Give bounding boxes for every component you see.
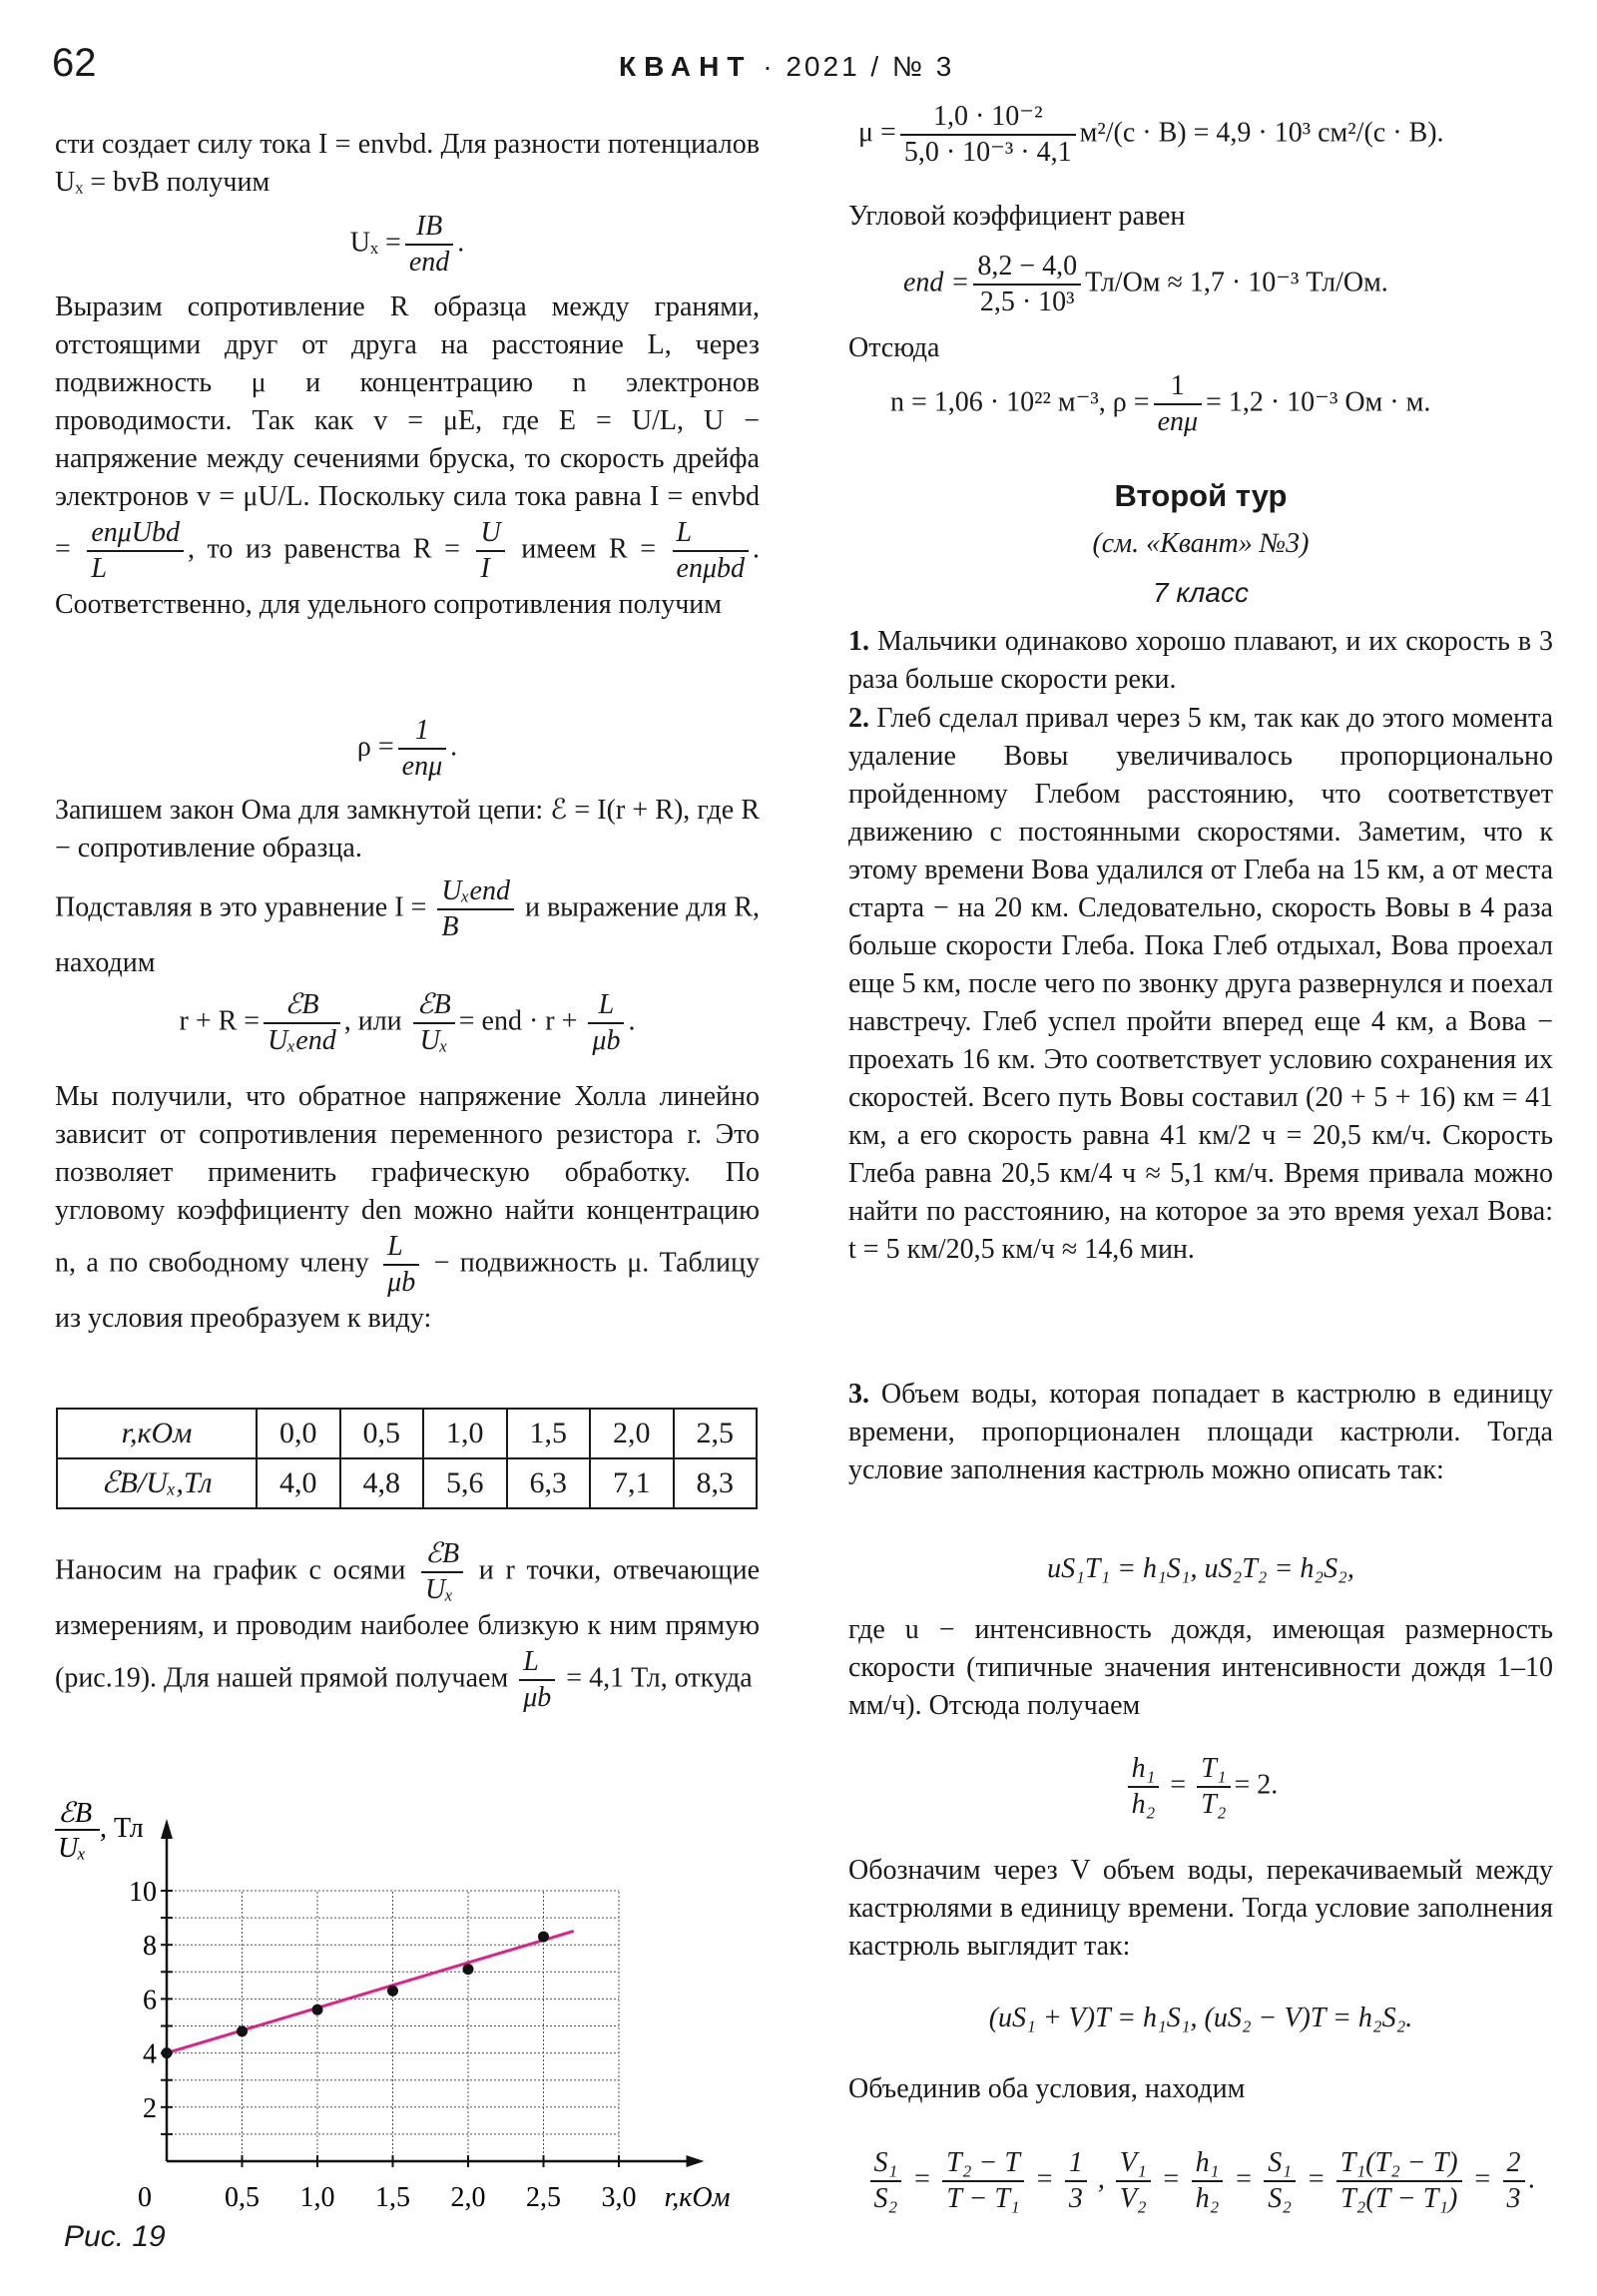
text: Мальчики одинаково хорошо плавают, и их скорость в 3 раза больше скорости реки.	[848, 626, 1554, 695]
numerator: V₁	[1116, 2146, 1151, 2182]
data-table	[56, 1408, 758, 1509]
numerator: ℰB	[264, 988, 340, 1024]
numerator: L	[588, 988, 624, 1024]
table-cell: 4,8	[340, 1458, 424, 1508]
formula-text: n = 1,06 · 10²² м⁻³, ρ =	[890, 386, 1150, 418]
numerator: L	[383, 1230, 419, 1266]
denominator: V₂	[1119, 2183, 1147, 2214]
table-cell: 2,5	[674, 1409, 758, 1458]
row-header: r,кОм	[57, 1409, 257, 1458]
text: Глеб сделал привал через 5 км, так как до этого момента удаление Вовы увеличивалось пропорционально пройденному Глебом расстоянию, что соответствует движению с постоянными скоростями. Заметим, что к этому времени Вова удалился от Глеба на 15 км, а от места старта − на 20 км. Следовательно, скорость Вовы в 4 раза больше скорости Глеба. Пока Глеб отдыхал, Вова проехал еще 5 км, после чего по звонку друга развернулся и поехал навстречу. Глеб успел пройти вперед еще 4 км, а Вова − проехать 16 км. Это соответствует условию сохранения их скоростей. Всего путь Вовы составил (20 + 5 + 16) км = 41 км, а его скорость равна 41 км/2 ч = 20,5 км/ч. Скорость Глеба равна 20,5 км/4 ч ≈ 5,1 км/ч. Время привала можно найти по расстоянию, на которое за это время уехал Вова: t = 5 км/20,5 км/ч ≈ 14,6 мин.	[848, 703, 1554, 1265]
denominator: μb	[592, 1025, 621, 1056]
text: имеем R =	[521, 533, 657, 565]
formula-pump: (uS₁ + V)T = h₁S₁, (uS₂ − V)T = h₂S₂.	[988, 2003, 1413, 2033]
problem-number: 3.	[848, 1379, 869, 1410]
formula-slope	[848, 250, 1597, 319]
problem-number: 1.	[848, 626, 869, 657]
denominator: 3	[1506, 2183, 1521, 2214]
x-tick-label: 2,5	[526, 2182, 561, 2213]
text: . Соответственно, для удельного сопротивления получим	[55, 533, 761, 620]
fraction	[870, 2146, 902, 2216]
x-axis-arrow-icon	[687, 2155, 705, 2167]
fraction	[1192, 2146, 1224, 2216]
numerator: L	[519, 1645, 555, 1681]
formula-text: .	[457, 227, 465, 259]
denominator: end	[408, 247, 450, 278]
page-number: 62	[52, 41, 97, 85]
formula-ratio: $\frac{\text{h₁}}{\text{h₂}}$ = $\frac{\text{T₁}}{\text{T₂}}$ = 2.	[848, 1752, 1553, 1822]
fraction	[1336, 2146, 1462, 2216]
numerator: ℰB	[413, 988, 455, 1024]
formula-text: end =	[903, 267, 970, 298]
denominator: S₂	[1268, 2183, 1292, 2214]
numerator: S₁	[1264, 2146, 1296, 2182]
denominator: T₂	[1201, 1789, 1227, 1820]
text: Наносим на график с осями	[55, 1554, 406, 1586]
denominator: Uₓ	[425, 1574, 454, 1605]
formula-text: Uₓ =	[349, 227, 401, 259]
numerator: h₁	[1192, 2146, 1224, 2182]
y-axis-arrow-icon	[161, 1819, 173, 1839]
formula-text: .	[450, 731, 458, 763]
problem-1	[848, 623, 1553, 699]
table-cell: 5,6	[423, 1458, 507, 1508]
formula-text: = 2.	[1234, 1769, 1279, 1801]
table-cell: 2,0	[590, 1409, 674, 1458]
paragraph	[55, 874, 760, 982]
fraction	[1116, 2146, 1151, 2216]
formula-text: = 1,2 · 10⁻³ Ом · м.	[1206, 386, 1431, 418]
fit-line	[167, 1931, 574, 2052]
paragraph-resistance	[55, 288, 760, 624]
denominator: T₂(T − T₁)	[1340, 2183, 1458, 2214]
problem-3	[848, 1376, 1553, 1489]
formula-text: μ =	[858, 117, 896, 149]
numerator: 1,0 · 10⁻²	[900, 100, 1076, 136]
numerator: 1	[1154, 369, 1202, 405]
fraction	[1065, 2146, 1087, 2216]
x-tick-label: 2,0	[450, 2182, 486, 2213]
y-tick-label: 6	[143, 1985, 157, 2016]
text: Мы получили, что обратное напряжение Холла линейно зависит от сопротивления переменного резистора r. Это позволяет применить графическую обработку. По угловому коэффициенту den можно найти концентрацию n, а по свободному члену	[55, 1081, 760, 1279]
data-point	[463, 1964, 474, 1975]
x-tick-label: 0	[138, 2182, 152, 2213]
paragraph: Угловой коэффициент равен	[848, 201, 1186, 232]
denominator: 5,0 · 10⁻³ · 4,1	[903, 137, 1072, 168]
numerator: 2	[1503, 2146, 1525, 2182]
header-separator: ·	[763, 51, 776, 82]
y-tick-label: 8	[143, 1931, 157, 1963]
table-cell: 7,1	[590, 1458, 674, 1508]
paragraph: сти создает силу тока I = envbd. Для разности потенциалов Uₓ = bvB получим	[55, 129, 760, 198]
denominator: enμ	[1157, 406, 1199, 437]
denominator: I	[480, 553, 490, 584]
text: = 4,1 Тл, откуда	[566, 1662, 753, 1694]
paragraph: Обозначим через V объем воды, перекачиваемый между кастрюлями в единицу времени. Тогда условие заполнения кастрюль выглядит так:	[848, 1855, 1553, 1962]
denominator: μb	[523, 1682, 552, 1713]
paragraph-plot	[55, 1537, 760, 1715]
formula-text: м²/(с · В) = 4,9 · 10³ см²/(с · В).	[1079, 117, 1444, 149]
numerator: h₁	[1128, 1752, 1160, 1788]
formula-result: $\frac{\text{S₁}}{\text{S₂}}$ = $\frac{\text{T₂ − T}}{\text{T − T₁}}$ = $\frac{1}{3}$ , $\frac{\text{V₁}}{\text{V₂}}$ = $\frac{\text{h₁}}{\text{h₂}}$ = $\frac{\text{S₁}}{\text{S₂}}$ = $\frac{\text{T₁(T₂ − T)}}{\text{T₂(T − T₁)}}$ = $\frac{2}{3}$ .	[848, 2146, 1553, 2216]
fraction	[1503, 2146, 1525, 2216]
grade-heading: 7 класс	[1153, 577, 1249, 608]
data-point	[538, 1932, 549, 1943]
data-point	[312, 2005, 323, 2015]
running-header	[619, 48, 954, 86]
paragraph: Отсюда	[848, 332, 940, 363]
figure-caption: Рис. 19	[64, 2220, 166, 2253]
denominator: T − T₁	[946, 2183, 1020, 2214]
formula-hall-voltage	[55, 210, 760, 280]
denominator: μb	[387, 1267, 416, 1298]
denominator: B	[441, 911, 459, 942]
section-title: Второй тур	[1114, 478, 1288, 513]
denominator: 3	[1068, 2183, 1083, 2214]
y-axis-label-denominator: Uₓ	[58, 1833, 87, 1864]
numerator: T₁	[1197, 1752, 1230, 1788]
paragraph: где u − интенсивность дождя, имеющая размерность скорости (типичные значения интенсивности дождя 1–10 мм/ч). Отсюда получаем	[848, 1614, 1553, 1721]
numerator: T₂ − T	[942, 2146, 1024, 2182]
data-point	[387, 1986, 398, 1997]
text: и r точки, отвечающие измерениям, и проводим наиболее близкую к ним прямую (рис.19). Для нашей прямой получаем	[55, 1554, 761, 1694]
x-tick-label: 1,5	[375, 2182, 410, 2213]
text: , то из равенства R =	[188, 533, 460, 565]
denominator: Uₓend	[267, 1025, 336, 1056]
denominator: h₂	[1195, 2183, 1220, 2214]
formula-text: = end · r +	[458, 1005, 578, 1037]
row-header: ℰB/Uₓ,Тл	[57, 1458, 257, 1508]
y-axis-label-unit: , Тл	[100, 1813, 144, 1844]
numerator: S₁	[870, 2146, 902, 2182]
numerator: Uₓend	[437, 874, 514, 910]
numerator: enμUbd	[87, 516, 184, 552]
fraction	[942, 2146, 1024, 2216]
denominator: S₂	[873, 2183, 898, 2214]
denominator: h₂	[1131, 1789, 1156, 1820]
numerator: L	[673, 516, 749, 552]
table-row	[57, 1458, 757, 1508]
y-tick-label: 4	[143, 2038, 157, 2070]
y-axis-label-numerator: ℰB	[58, 1798, 93, 1829]
formula-fill: uS₁T₁ = h₁S₁, uS₂T₂ = h₂S₂,	[1047, 1553, 1354, 1584]
problem-2	[848, 700, 1553, 1269]
text: Подставляя в это уравнение I =	[55, 891, 427, 923]
journal-name: КВАНТ	[619, 51, 753, 82]
denominator: enμ	[401, 751, 443, 782]
section-reference: (см. «Квант» №3)	[1092, 528, 1310, 559]
text: и выражение для R, находим	[55, 891, 760, 978]
figure-19-chart	[40, 1797, 779, 2216]
denominator: enμbd	[676, 553, 746, 584]
text: − подвижность μ. Таблицу из условия преобразуем к виду:	[55, 1247, 760, 1334]
denominator: L	[91, 553, 107, 584]
paragraph: Объединив оба условия, находим	[848, 2073, 1246, 2104]
numerator: 1	[398, 714, 446, 750]
x-tick-label: 3,0	[601, 2182, 637, 2213]
y-tick-label: 10	[129, 1877, 157, 1908]
paragraph-graphical	[55, 1078, 760, 1338]
formula-resistivity	[55, 714, 760, 784]
formula-mobility	[848, 100, 1567, 170]
problem-number: 2.	[848, 703, 869, 734]
formula-ohm	[55, 988, 760, 1058]
paragraph: Запишем закон Ома для замкнутой цепи: ℰ = I(r + R), где R − сопротивление образца.	[55, 795, 760, 863]
formula-text: r + R =	[179, 1005, 261, 1037]
fraction	[1264, 2146, 1296, 2216]
formula-text: Тл/Ом ≈ 1,7 · 10⁻³ Тл/Ом.	[1085, 267, 1388, 298]
formula-text: ρ =	[356, 731, 394, 763]
formula-text: , или	[343, 1005, 402, 1037]
numerator: U	[476, 516, 504, 552]
numerator: 1	[1065, 2146, 1087, 2182]
text: Объем воды, которая попадает в кастрюлю в единицу времени, пропорционален площади кастрюли. Тогда условие заполнения кастрюль можно описать так:	[848, 1379, 1553, 1485]
numerator: ℰB	[421, 1537, 463, 1573]
numerator: 8,2 − 4,0	[973, 250, 1081, 286]
formula-concentration	[848, 369, 1595, 439]
numerator: IB	[405, 210, 453, 246]
issue-number: 2021 / № 3	[786, 51, 955, 82]
x-tick-label: 0,5	[225, 2182, 260, 2213]
data-point	[162, 2047, 173, 2058]
numerator: T₁(T₂ − T)	[1336, 2146, 1462, 2182]
x-axis-label: r,кОм	[664, 2182, 731, 2213]
table-cell: 0,5	[340, 1409, 424, 1458]
table-row	[57, 1409, 757, 1458]
x-tick-label: 1,0	[299, 2182, 335, 2213]
table-cell: 8,3	[674, 1458, 758, 1508]
table-cell: 1,5	[507, 1409, 591, 1458]
table-cell: 1,0	[423, 1409, 507, 1458]
denominator: 2,5 · 10³	[979, 287, 1075, 317]
formula-text: .	[628, 1005, 636, 1037]
text: Выразим сопротивление R образца между гранями, отстоящими друг от друга на расстояние L, через подвижность μ и концентрацию n электронов проводимости. Так как v = μE, где E = U/L, U − напряжение между сечениями бруска, то скорость дрейфа электронов v = μU/L. Поскольку сила тока равна I = envbd =	[55, 291, 760, 565]
denominator: Uₓ	[419, 1025, 448, 1056]
y-tick-label: 2	[143, 2092, 157, 2124]
table-cell: 6,3	[507, 1458, 591, 1508]
table-cell: 0,0	[257, 1409, 340, 1458]
table-cell: 4,0	[257, 1458, 340, 1508]
data-point	[237, 2025, 248, 2036]
